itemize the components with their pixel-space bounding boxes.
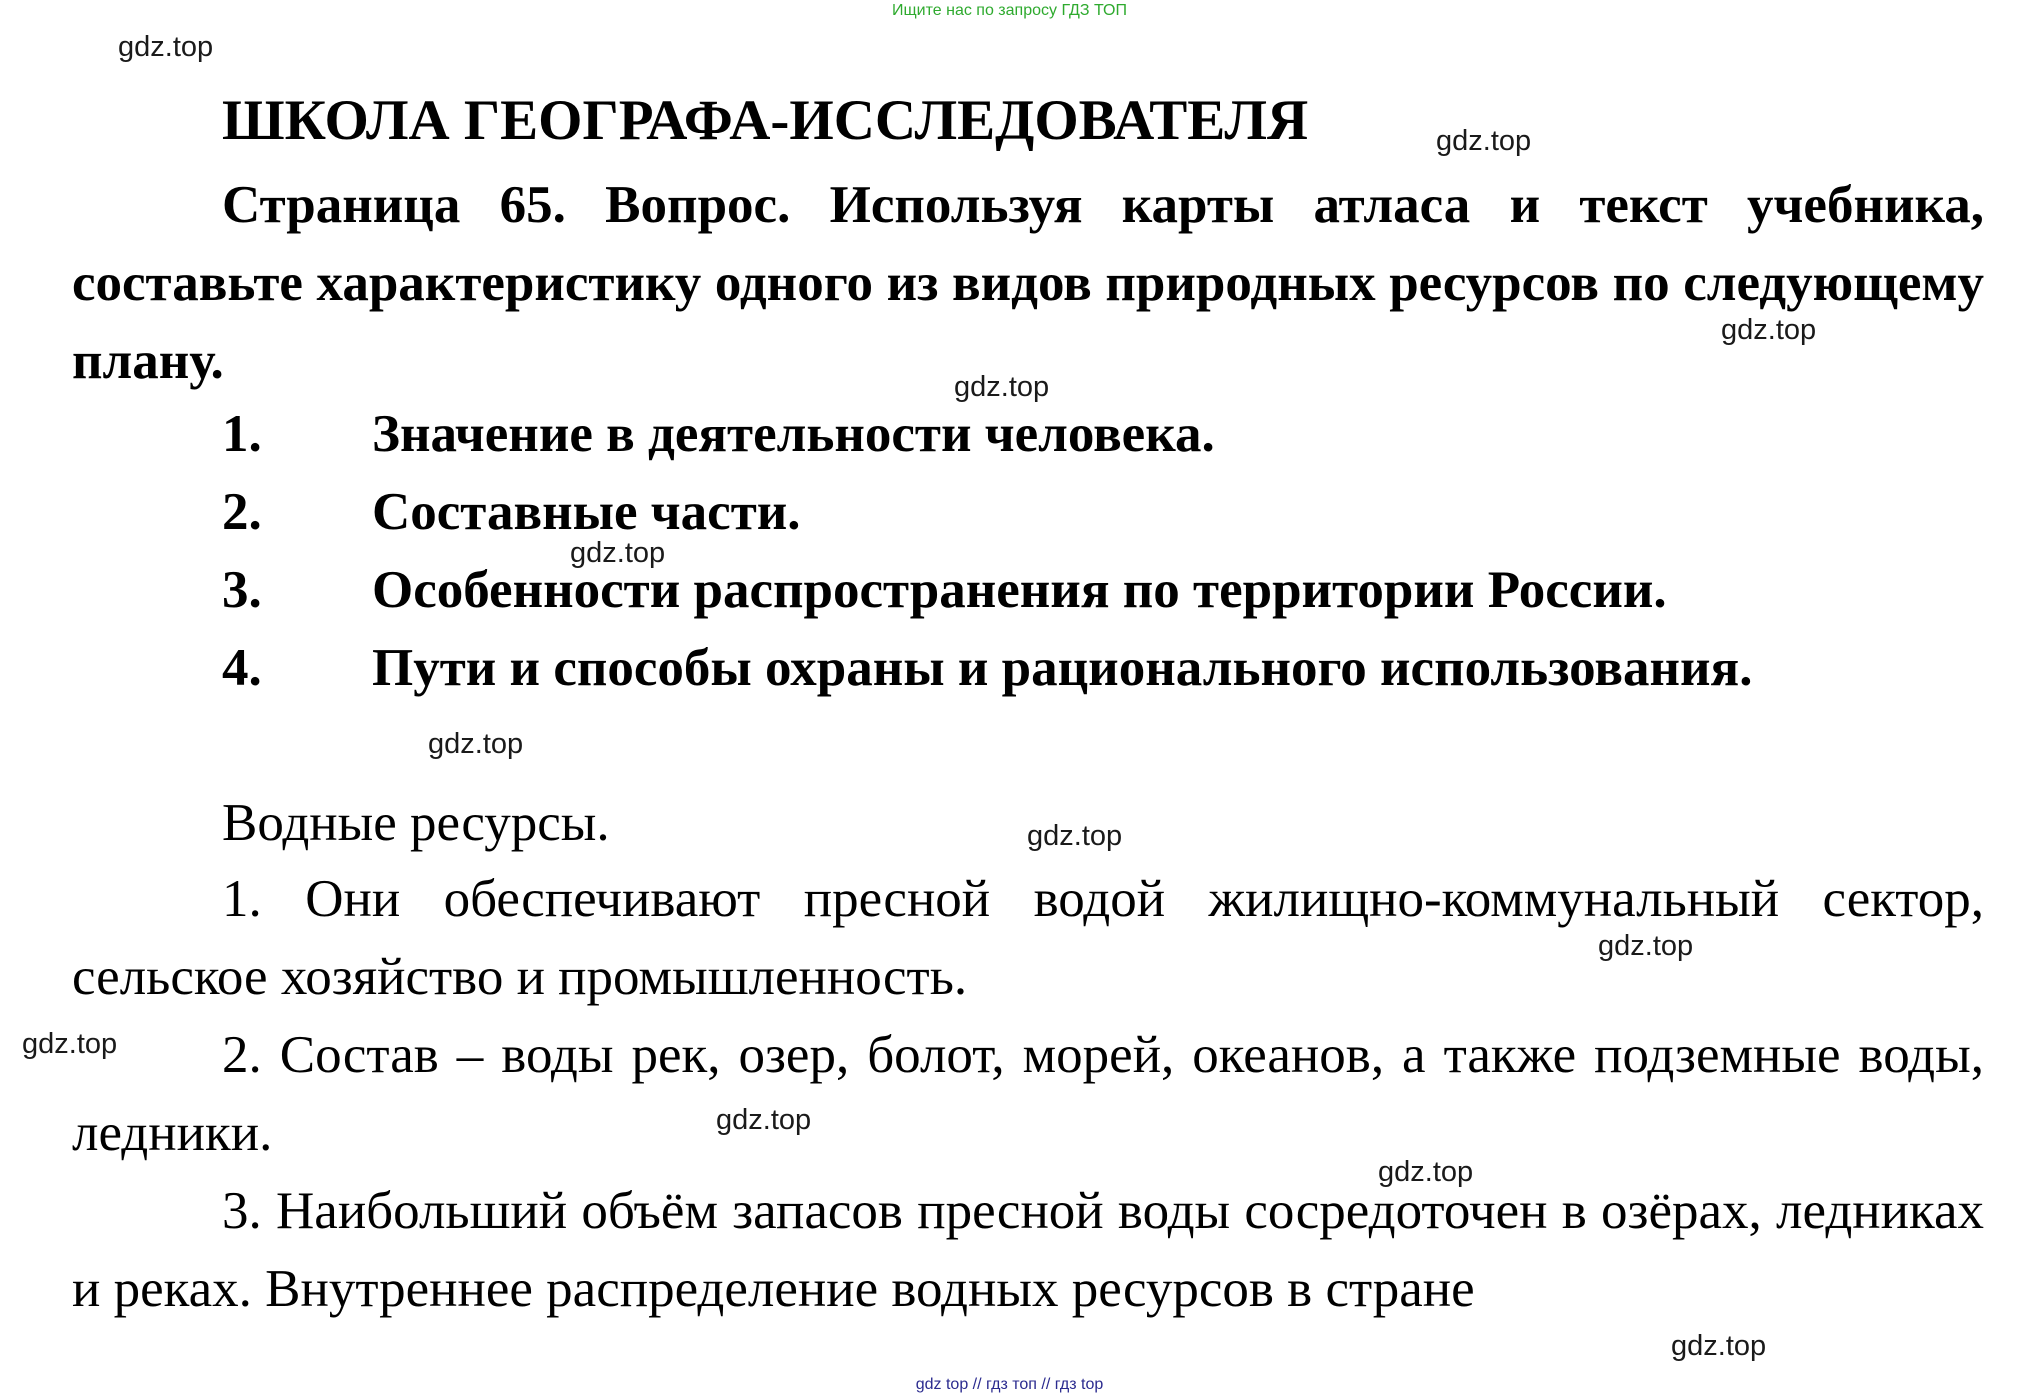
watermark: gdz.top xyxy=(1378,1156,1474,1188)
plan-item-3 xyxy=(222,561,1667,619)
bottom-link[interactable]: gdz top xyxy=(915,1376,969,1393)
plan-item-text: Особенности распространения по территории России. xyxy=(372,561,1667,619)
plan-item-text: Составные части. xyxy=(372,483,801,541)
page-title: ШКОЛА ГЕОГРАФА-ИССЛЕДОВАТЕЛЯ xyxy=(222,89,1309,152)
plan-item-number: 1. xyxy=(222,405,262,463)
watermark: gdz.top xyxy=(1027,820,1123,852)
bottom-link[interactable]: гдз топ xyxy=(986,1376,1037,1393)
answer-paragraph-3: 3. Наибольший объём запасов пресной воды сосредоточен в озёрах, ледниках и реках. Внутреннее распределение водных ресурсов в стране xyxy=(72,1182,1984,1318)
plan-item-2 xyxy=(222,483,801,541)
plan-item-number: 3. xyxy=(222,561,262,619)
watermark: gdz.top xyxy=(1671,1330,1767,1362)
plan-item-4 xyxy=(222,639,1753,697)
bottom-links xyxy=(0,1376,2019,1394)
plan-item-number: 2. xyxy=(222,483,262,541)
plan-item-1 xyxy=(222,405,1215,463)
bottom-link[interactable]: гдз top xyxy=(1054,1376,1104,1393)
answer-paragraph-1: 1. Они обеспечивают пресной водой жилищно-коммунальный сектор, сельское хозяйство и промышленность. xyxy=(72,870,1984,1006)
watermark: gdz.top xyxy=(570,537,666,569)
watermark: gdz.top xyxy=(1598,930,1694,962)
question-text: Страница 65. Вопрос. Используя карты атласа и текст учебника, составьте характеристику одного из видов природных ресурсов по следующему плану. xyxy=(72,176,1984,390)
watermark: gdz.top xyxy=(22,1028,118,1060)
plan-item-text: Пути и способы охраны и рационального использования. xyxy=(372,639,1753,697)
watermark: gdz.top xyxy=(428,728,524,760)
watermark: gdz.top xyxy=(1436,125,1532,157)
watermark: gdz.top xyxy=(1721,314,1817,346)
plan-item-text: Значение в деятельности человека. xyxy=(372,405,1215,463)
watermark: gdz.top xyxy=(954,371,1050,403)
link-separator: // xyxy=(1041,1376,1051,1393)
answer-paragraph-2: 2. Состав – воды рек, озер, болот, морей, океанов, а также подземные воды, ледники. xyxy=(72,1026,1984,1162)
search-hint-banner: Ищите нас по запросу ГДЗ ТОП xyxy=(892,2,1127,19)
plan-item-number: 4. xyxy=(222,639,262,697)
answer-heading: Водные ресурсы. xyxy=(222,794,610,852)
link-separator: // xyxy=(972,1376,982,1393)
watermark: gdz.top xyxy=(118,31,214,63)
watermark: gdz.top xyxy=(716,1104,812,1136)
